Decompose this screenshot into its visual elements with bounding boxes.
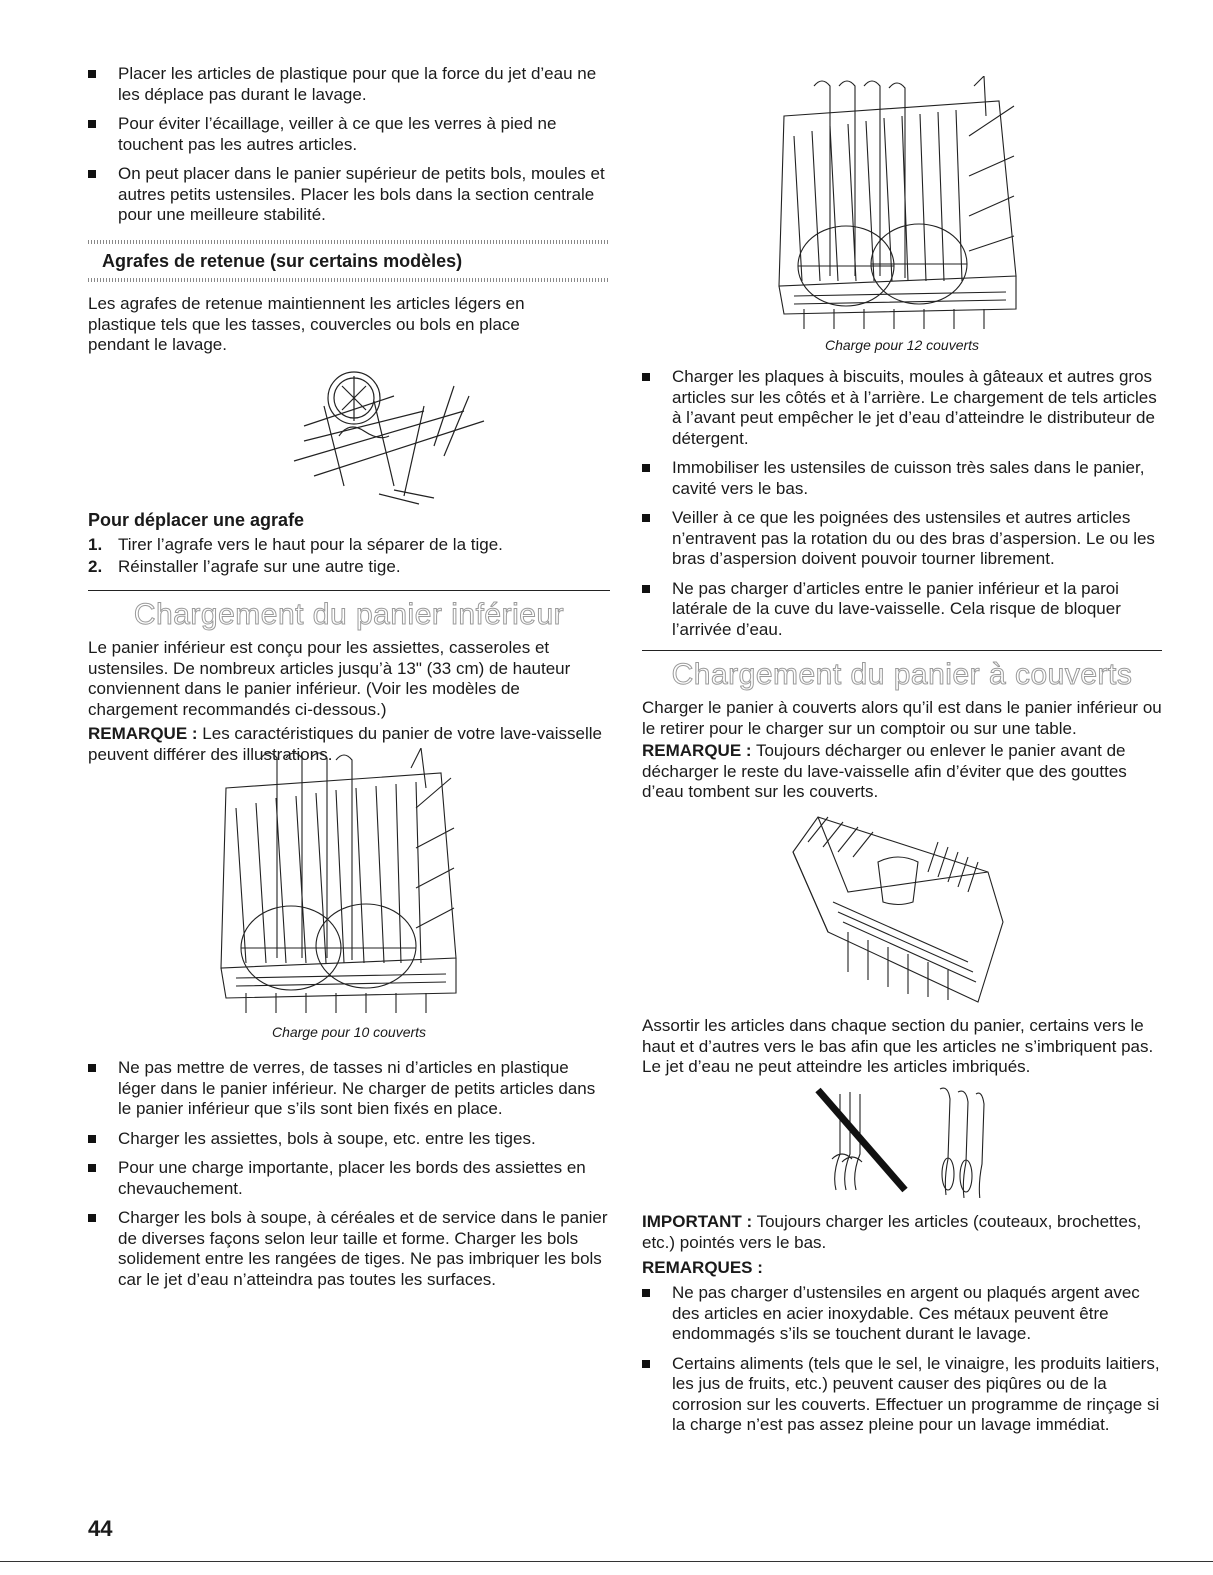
- bullet-item: Veiller à ce que les poignées des ustensiles et autres articles n’entravent pas la rotation du ou des bras d’aspersion. Le ou les bras d’aspersion doivent pouvoir tourner librement.: [642, 508, 1162, 570]
- retaining-clip-illustration: [284, 366, 514, 506]
- bullet-item: Certains aliments (tels que le sel, le vinaigre, les produits laitiers, les jus de fruits, etc.) peuvent causer des piqûres ou de la corrosion sur les couverts. Effectuer un programme de rinçage si la charge n’est pas assez pleine pour un lavage immédiat.: [642, 1354, 1162, 1436]
- bullet-item: Immobiliser les ustensiles de cuisson très sales dans le panier, cavité vers le bas.: [642, 458, 1162, 499]
- lower-rack-title: Chargement du panier inférieur: [133, 598, 565, 631]
- important-paragraph: [642, 1212, 1162, 1253]
- step-item: [88, 556, 610, 578]
- page-bottom-rule: [0, 1561, 1213, 1562]
- sort-paragraph: Assortir les articles dans chaque section du panier, certains vers le haut et d’autres vers le bas afin que les articles ne s’imbriquent pas. Le jet d’eau ne peut atteindre les articles imbriqués.: [642, 1016, 1154, 1076]
- step-text: Tirer l’agrafe vers le haut pour la séparer de la tige.: [118, 535, 503, 554]
- silverware-basket-title: Chargement du panier à couverts: [671, 658, 1133, 691]
- bullet-item: Ne pas charger d’articles entre le panier inférieur et la paroi latérale de la cuve du lave-vaisselle. Cela risque de bloquer l’arrivée d’eau.: [642, 579, 1162, 641]
- remarks-heading: REMARQUES :: [642, 1258, 763, 1277]
- basket-note: [642, 741, 1162, 803]
- prohibited-slash: [818, 1090, 905, 1190]
- section-divider: [88, 590, 610, 591]
- basket-intro: Charger le panier à couverts alors qu’il est dans le panier inférieur ou le retirer pour le charger sur un comptoir ou sur une table.: [642, 698, 1162, 738]
- section-divider: [642, 650, 1162, 651]
- bullet-item: Charger les plaques à biscuits, moules à gâteaux et autres gros articles sur les côtés et à l’arrière. Le chargement de tels articles à l’avant peut empêcher le jet d’eau d’atteindre le distributeur de détergent.: [642, 367, 1162, 449]
- lower-rack-intro: Le panier inférieur est conçu pour les assiettes, casseroles et ustensiles. De nombreux articles jusqu’à 13" (33 cm) de hauteur conviennent dans le panier inférieur. (Voir les modèles de chargement recommandés ci-dessous.): [88, 638, 571, 719]
- step-number: 1.: [88, 535, 103, 554]
- bullet-item: Pour éviter l’écaillage, veiller à ce que les verres à pied ne touchent pas les autres articles.: [88, 114, 610, 155]
- bullet-item: Placer les articles de plastique pour que la force du jet d’eau ne les déplace pas durant le lavage.: [88, 64, 610, 105]
- note-label: REMARQUE :: [642, 741, 752, 760]
- note-text: Les caractéristiques du panier de votre lave-vaisselle peuvent différer des illustrations.: [88, 724, 602, 764]
- hatched-divider: [88, 278, 610, 282]
- bullet-item: Charger les assiettes, bols à soupe, etc. entre les tiges.: [88, 1129, 610, 1150]
- nested-utensils-illustration: [810, 1084, 1000, 1198]
- clips-heading: Agrafes de retenue (sur certains modèles): [102, 251, 463, 271]
- bullet-item: Ne pas mettre de verres, de tasses ni d’articles en plastique léger dans le panier inférieur. Ne charger de petits articles dans le panier inférieur que s’ils sont bien fixés en place.: [88, 1058, 610, 1120]
- bullet-item: Ne pas charger d’ustensiles en argent ou plaqués argent avec des articles en acier inoxydable. Ces métaux peuvent être endommagés s’ils se touchent durant le lavage.: [642, 1283, 1162, 1345]
- step-text: Réinstaller l’agrafe sur une autre tige.: [118, 557, 401, 576]
- clips-paragraph: Les agrafes de retenue maintiennent les articles légers en plastique tels que les tasses, couvercles ou bols en place pendant le lavage.: [88, 294, 525, 354]
- move-clip-heading: Pour déplacer une agrafe: [88, 510, 305, 530]
- lower-rack-10-place-illustration: [216, 748, 466, 1016]
- hatched-divider: [88, 240, 610, 244]
- important-text: Toujours charger les articles (couteaux, brochettes, etc.) pointés vers le bas.: [642, 1212, 1142, 1252]
- note-label: REMARQUE :: [88, 724, 198, 743]
- caption-10-place: Charge pour 10 couverts: [271, 1024, 427, 1040]
- note-text: Toujours décharger ou enlever le panier avant de décharger le reste du lave-vaisselle afin d’éviter que des gouttes d’eau tombent sur les couverts.: [642, 741, 1127, 801]
- step-item: [88, 534, 610, 556]
- caption-12-place: Charge pour 12 couverts: [824, 337, 980, 353]
- bullet-item: Pour une charge importante, placer les bords des assiettes en chevauchement.: [88, 1158, 610, 1199]
- silverware-basket-illustration: [788, 812, 1010, 1006]
- lower-rack-12-place-illustration: [774, 76, 1026, 332]
- steps-list: [88, 534, 610, 578]
- page-number: 44: [88, 1516, 113, 1541]
- important-label: IMPORTANT :: [642, 1212, 753, 1231]
- step-number: 2.: [88, 557, 103, 576]
- bullet-item: Charger les bols à soupe, à céréales et de service dans le panier de diverses façons selon leur taille et forme. Charger les bols solidement entre les rangées de tiges. Ne pas imbriquer les bols car le jet d’eau n’atteindra pas toutes les surfaces.: [88, 1208, 610, 1290]
- bullet-item: On peut placer dans le panier supérieur de petits bols, moules et autres petits ustensiles. Placer les bols dans la section centrale pour une meilleure stabilité.: [88, 164, 610, 226]
